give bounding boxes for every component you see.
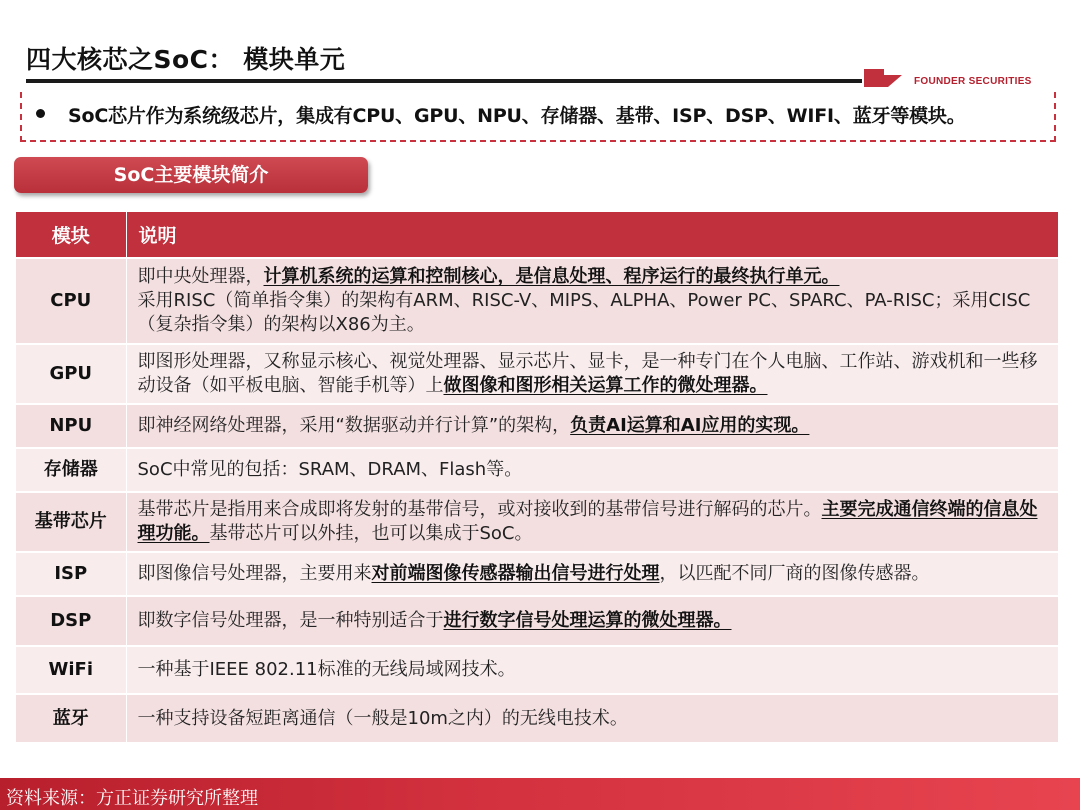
page-title: 四大核芯之SoC： 模块单元 — [26, 45, 346, 74]
highlight-text: 进行数字信号处理运算的微处理器。 — [443, 610, 732, 631]
logo-text: FOUNDER SECURITIES — [914, 76, 1032, 87]
founder-logo-icon — [862, 69, 904, 87]
highlight-text: 主要完成通信终端的信息处理功能。 — [137, 499, 1038, 544]
founder-securities-logo — [862, 68, 1052, 90]
column-header-description: 说明 — [126, 212, 1058, 258]
description-text: SoC中常见的包括：SRAM、DRAM、Flash等。 — [137, 459, 523, 480]
source-note: 资料来源：方正证券研究所整理 — [6, 788, 258, 809]
module-name: 基带芯片 — [16, 492, 126, 552]
module-description — [126, 404, 1058, 448]
module-name: WiFi — [16, 646, 126, 694]
title-divider — [26, 79, 862, 83]
description-text: 一种基于IEEE 802.11标准的无线局域网技术。 — [137, 659, 516, 680]
table-row — [16, 552, 1058, 596]
module-name: DSP — [16, 596, 126, 646]
table-row — [16, 646, 1058, 694]
description-text: ，以匹配不同厂商的图像传感器。 — [659, 563, 930, 584]
module-description — [126, 448, 1058, 492]
description-text: 即数字信号处理器，是一种特别适合于 — [137, 610, 444, 631]
module-table — [16, 212, 1059, 742]
table-row — [16, 344, 1058, 404]
highlight-text: 计算机系统的运算和控制核心，是信息处理、程序运行的最终执行单元。 — [263, 266, 840, 287]
module-description — [126, 646, 1058, 694]
module-name: GPU — [16, 344, 126, 404]
module-description — [126, 552, 1058, 596]
summary-text: SoC芯片作为系统级芯片，集成有CPU、GPU、NPU、存储器、基带、ISP、DSP、WIFI、蓝牙等模块。 — [68, 105, 966, 127]
highlight-text: 对前端图像传感器输出信号进行处理 — [371, 563, 660, 584]
description-text: 基带芯片可以外挂，也可以集成于SoC。 — [209, 523, 533, 544]
table-header-row — [16, 212, 1058, 258]
highlight-text: 负责AI运算和AI应用的实现。 — [570, 415, 810, 436]
summary-box — [20, 92, 1056, 142]
description-text: 即中央处理器， — [137, 266, 264, 287]
description-text: 采用RISC（简单指令集）的架构有ARM、RISC-V、MIPS、ALPHA、Power PC、SPARC、PA-RISC；采用CISC（复杂指令集）的架构以X86为主。 — [137, 290, 1031, 335]
table-row — [16, 694, 1058, 742]
table-row — [16, 258, 1058, 344]
section-label: SoC主要模块简介 — [14, 157, 368, 193]
module-description — [126, 694, 1058, 742]
description-text: 基带芯片是指用来合成即将发射的基带信号，或对接收到的基带信号进行解码的芯片。 — [137, 499, 822, 520]
column-header-module: 模块 — [16, 212, 126, 258]
table-row — [16, 596, 1058, 646]
table-row — [16, 448, 1058, 492]
module-name: CPU — [16, 258, 126, 344]
module-description — [126, 596, 1058, 646]
description-text: 即图像信号处理器，主要用来 — [137, 563, 372, 584]
table-body — [16, 258, 1058, 742]
description-text: 即神经网络处理器，采用“数据驱动并行计算”的架构， — [137, 415, 571, 436]
table-row — [16, 492, 1058, 552]
table-row — [16, 404, 1058, 448]
description-text: 即图形处理器，又称显示核心、视觉处理器、显示芯片、显卡，是一种专门在个人电脑、工作站、游戏机和一些移动设备（如平板电脑、智能手机等）上 — [137, 351, 1038, 396]
description-text: 一种支持设备短距离通信（一般是10m之内）的无线电技术。 — [137, 707, 628, 729]
module-description — [126, 258, 1058, 344]
footer-bar — [0, 778, 1080, 810]
module-description — [126, 492, 1058, 552]
module-name: 蓝牙 — [16, 694, 126, 742]
module-name: ISP — [16, 552, 126, 596]
module-description — [126, 344, 1058, 404]
bullet-icon — [36, 109, 45, 118]
module-name: NPU — [16, 404, 126, 448]
module-name: 存储器 — [16, 448, 126, 492]
highlight-text: 做图像和图形相关运算工作的微处理器。 — [443, 375, 768, 396]
